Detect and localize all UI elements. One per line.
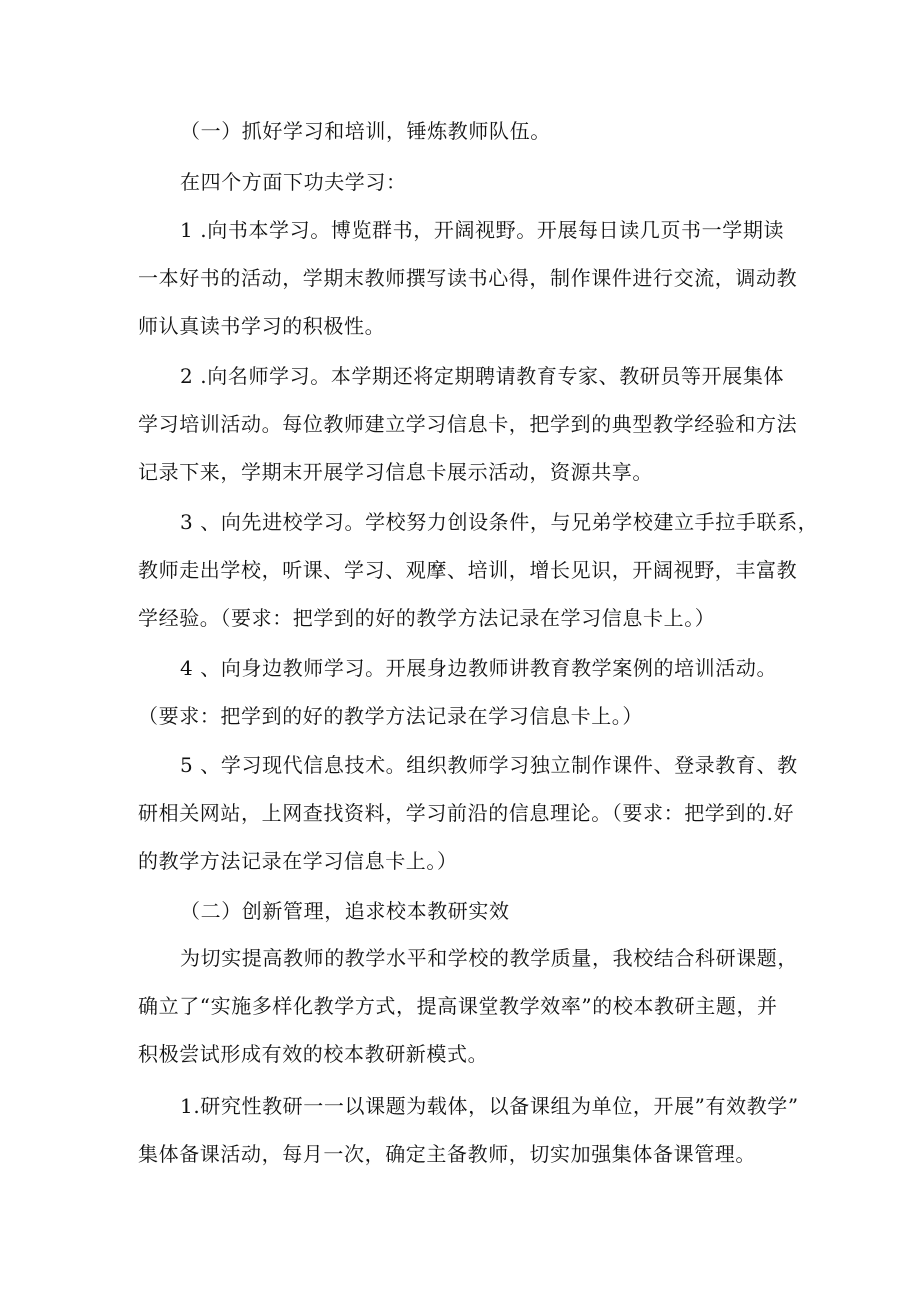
text-line: 3 、向先进校学习。学校努力创设条件，与兄弟学校建立手拉手联系， (180, 510, 819, 534)
section-heading-learning-training (138, 107, 788, 155)
text-line: 5 、学习现代信息技术。组织教师学习独立制作课件、登录教育、教 (180, 753, 798, 777)
text-line: 研相关网站，上网查找资料，学习前沿的信息理论。（要求：把学到的.好 (138, 801, 795, 825)
text-line: 师认真读书学习的积极性。 (138, 314, 386, 338)
intro-paragraph (138, 158, 788, 206)
paragraph-item-2 (138, 352, 798, 496)
text-line: 记录下来，学期末开展学习信息卡展示活动，资源共享。 (138, 460, 653, 484)
text-line: 1.研究性教研一一以课题为载体，以备课组为单位，开展”有效教学” (180, 1094, 799, 1118)
paragraph-item-1 (138, 206, 798, 350)
text-line: 为切实提高教师的教学水平和学校的教学质量，我校结合科研课题， (180, 946, 798, 970)
paragraph-teaching-quality (138, 934, 798, 1078)
text-line: 确立了“实施多样化教学方式，提高课堂教学效率”的校本教研主题，并 (138, 994, 778, 1018)
text-line: （要求：把学到的好的教学方法记录在学习信息卡上。） (138, 704, 643, 728)
paragraph-item-5 (138, 741, 798, 885)
text-line: （一）抓好学习和培训，锤炼教师队伍。 (180, 119, 551, 143)
text-line: 4 、向身边教师学习。开展身边教师讲教育教学案例的培训活动。 (180, 656, 778, 680)
text-line: 积极尝试形成有效的校本教研新模式。 (138, 1042, 489, 1066)
paragraph-item-3 (138, 498, 819, 642)
text-line: 集体备课活动，每月一次，确定主备教师，切实加强集体备课管理。 (138, 1142, 756, 1166)
text-line: 一本好书的活动，学期末教师撰写读书心得，制作课件进行交流，调动教 (138, 266, 798, 290)
text-line: 在四个方面下功夫学习： (180, 170, 407, 194)
text-line: （二）创新管理，追求校本教研实效 (180, 899, 510, 923)
text-line: 1 .向书本学习。博览群书，开阔视野。开展每日读几页书一学期读 (180, 218, 785, 242)
text-line: 教师走出学校，听课、学习、观摩、培训，增长见识，开阔视野，丰富教 (138, 558, 798, 582)
text-line: 学经验。（要求：把学到的好的教学方法记录在学习信息卡上。） (138, 606, 716, 630)
text-line: 的教学方法记录在学习信息卡上。） (138, 849, 458, 873)
paragraph-item-4 (138, 644, 788, 740)
text-line: 学习培训活动。每位教师建立学习信息卡，把学到的典型教学经验和方法 (138, 412, 798, 436)
text-line: 2 .向名师学习。本学期还将定期聘请教育专家、教研员等开展集体 (180, 364, 785, 388)
section-heading-innovation-management (138, 887, 788, 935)
paragraph-research-teaching (138, 1082, 799, 1178)
